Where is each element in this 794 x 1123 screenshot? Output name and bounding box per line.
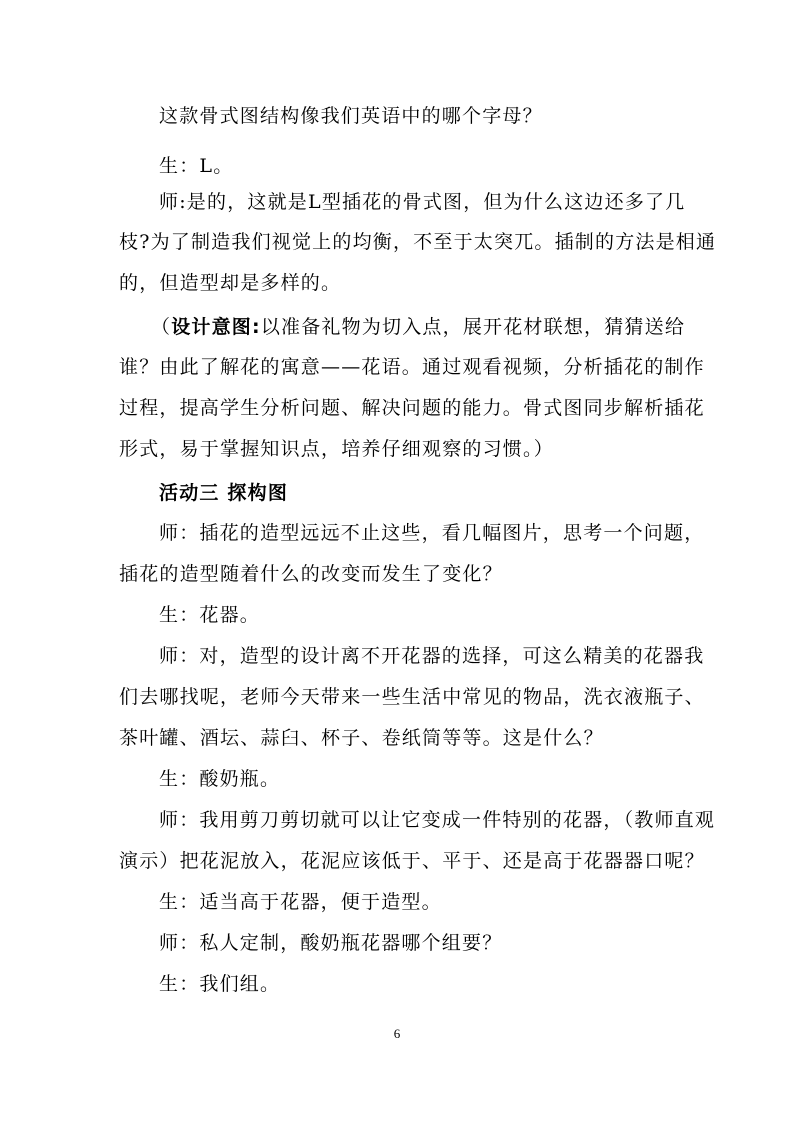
paragraph-line: 师：私人定制，酸奶瓶花器哪个组要？	[159, 932, 503, 954]
design-intent-label: 设计意图:	[171, 316, 261, 338]
paragraph-line: 师：我用剪刀剪切就可以让它变成一件特别的花器，（教师直观	[159, 809, 716, 831]
paragraph-line: 们去哪找呢，老师今天带来一些生活中常见的物品，洗衣液瓶子、	[119, 686, 705, 708]
paragraph-line: 枝?为了制造我们视觉上的均衡，不至于太突兀。插制的方法是相通	[119, 231, 717, 253]
paragraph-line: 师：插花的造型远远不止这些，看几幅图片，思考一个问题，	[159, 522, 705, 544]
paragraph-line: 生：L。	[159, 155, 234, 177]
paragraph-line: 生：我们组。	[159, 973, 281, 995]
design-intent-first-line	[151, 315, 685, 339]
design-intent-text: 以准备礼物为切入点，展开花材联想，猜猜送给	[260, 316, 686, 338]
paragraph-line: 生：花器。	[159, 604, 261, 626]
paragraph-line: 生：适当高于花器，便于造型。	[159, 891, 442, 913]
section-heading: 活动三 探构图	[159, 482, 289, 504]
paragraph-line: 这款骨式图结构像我们英语中的哪个字母？	[159, 105, 543, 127]
paragraph-line: 插花的造型随着什么的改变而发生了变化？	[119, 563, 503, 585]
paragraph-line: 演示）把花泥放入，花泥应该低于、平于、还是高于花器器口呢？	[119, 850, 705, 872]
paragraph-line: 谁？由此了解花的寓意——花语。通过观看视频，分析插花的制作	[119, 356, 705, 378]
design-intent-open-paren: （	[151, 316, 172, 338]
paragraph-line: 茶叶罐、酒坛、蒜臼、杯子、卷纸筒等等。这是什么？	[119, 727, 604, 749]
paragraph-line: 形式，易于掌握知识点，培养仔细观察的习惯。）	[119, 438, 554, 460]
paragraph-line: 过程，提高学生分析问题、解决问题的能力。骨式图同步解析插花	[119, 397, 705, 419]
page-number: 6	[393, 1026, 401, 1041]
paragraph-line: 师:是的，这就是L型插花的骨式图，但为什么这边还多了几	[159, 191, 686, 213]
paragraph-line: 生：酸奶瓶。	[159, 768, 281, 790]
paragraph-line: 的，但造型却是多样的。	[119, 272, 342, 294]
paragraph-line: 师：对，造型的设计离不开花器的选择，可这么精美的花器我	[159, 645, 705, 667]
